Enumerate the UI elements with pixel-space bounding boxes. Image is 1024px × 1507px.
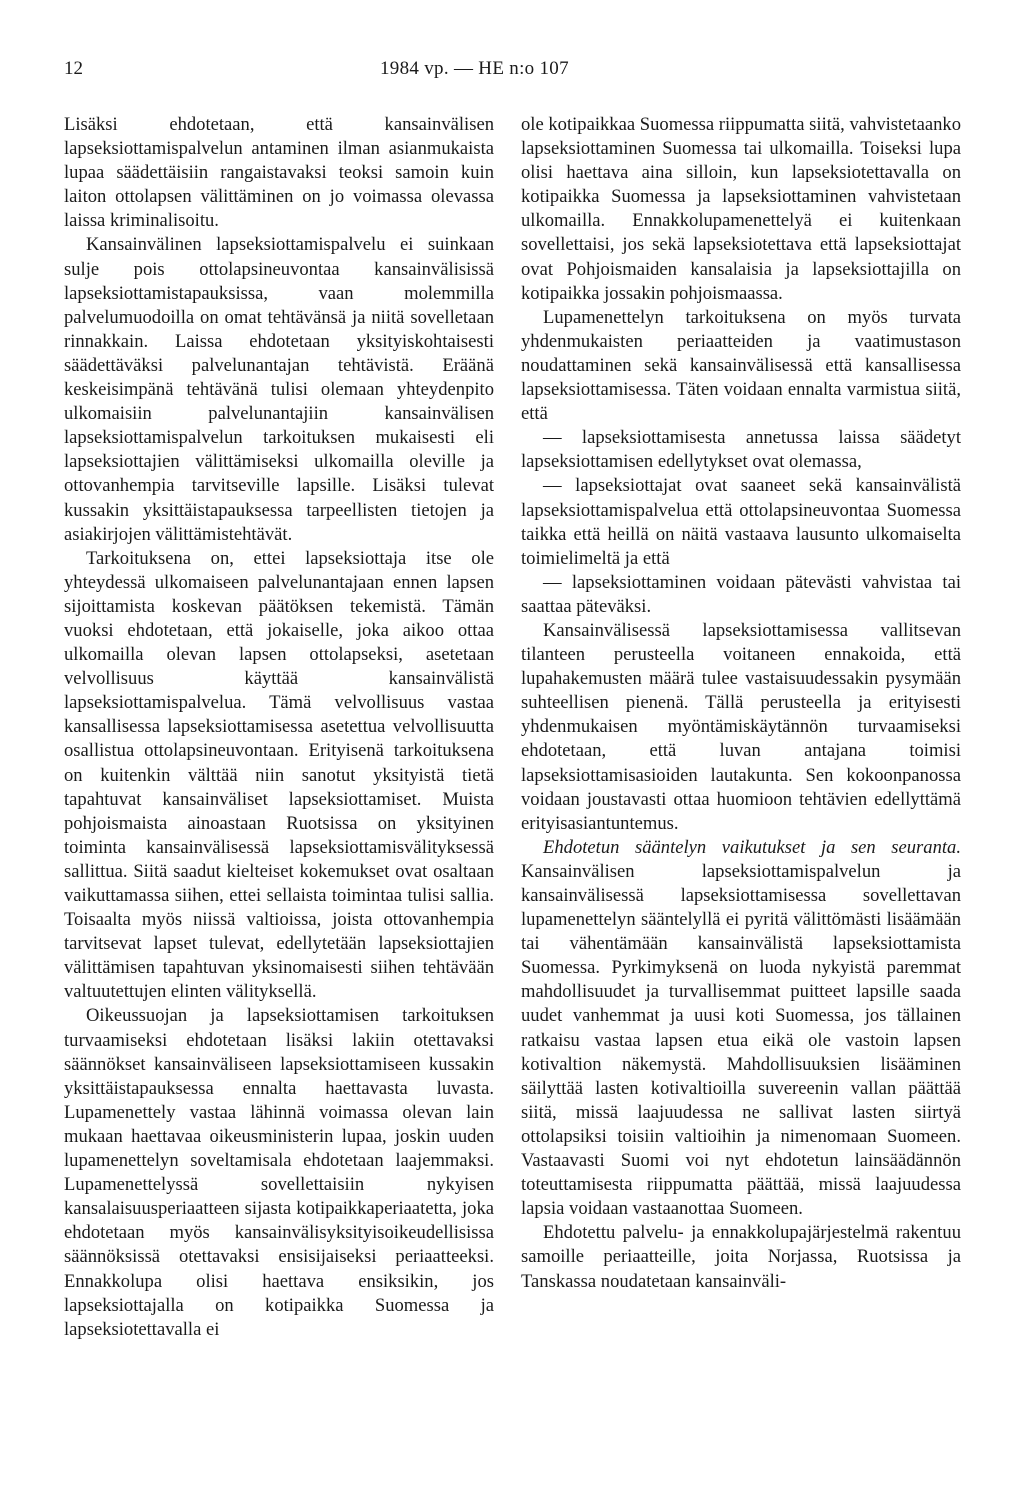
page-header: [0, 54, 1024, 84]
right-column: [521, 113, 961, 1294]
paragraph: Oikeussuojan ja lapseksiottamisen tarkoituksen turvaamiseksi ehdotetaan lisäksi lakiin otettavaksi säännökset kansainväliseen lapseksiottamiseen kussakin yksittäistapauksessa ennalta haettavasta luvasta. Lupamenettely vastaa lähinnä voimassa olevan lain mukaan haettavaa oikeusministerin lupaa, joskin uuden lupamenettelyn soveltamisala ehdotetaan laajemmaksi. Lupamenettelyssä sovellettaisiin nykyisen kansalaisuusperiaatteen sijasta kotipaikkaperiaatetta, joka ehdotetaan myös kansainvälisyksityisoikeudellisissa säännöksissä otettavaksi ensisijaiseksi periaatteeksi. Ennakkolupa olisi haettava ensiksikin, jos lapseksiottajalla on kotipaikka Suomessa ja lapseksiotettavalla ei: [64, 1005, 494, 1340]
list-item: — lapseksiottajat ovat saaneet sekä kansainvälistä lapseksiottamispalvelua että ottolapsineuvontaa Suomessa taikka että heillä on näitä vastaava lausunto ulkomaiselta toimielimeltä ja että: [521, 475, 961, 569]
list-item: — lapseksiottamisesta annetussa laissa säädetyt lapseksiottamisen edellytykset ovat olemassa,: [521, 427, 961, 473]
page-number: 12: [64, 58, 83, 79]
paragraph: Kansainvälisessä lapseksiottamisessa vallitsevan tilanteen perusteella voitaneen ennakoida, että lupahakemusten määrä tulee vastaisuudessakin pysymään suhteellisen pienenä. Tällä perusteella ja erityisesti yhdenmukaisen myöntämiskäytännön turvaamiseksi ehdotetaan, että luvan antajana toimisi lapseksiottamisasioiden lautakunta. Sen kokoonpanossa voidaan joustavasti ottaa huomioon tehtävien edellyttämä erityisasiantuntemus.: [521, 619, 961, 834]
section-heading: Ehdotetun sääntelyn vaikutukset ja sen seuranta.: [543, 836, 961, 858]
paragraph: Lupamenettelyn tarkoituksena on myös turvata yhdenmukaisten periaatteiden ja vaatimustason noudattaminen sekä kansainvälisessä että kansallisessa lapseksiottamisessa. Täten voidaan ennalta varmistua siitä, että: [521, 306, 961, 425]
paragraph: Ehdotettu palvelu- ja ennakkolupajärjestelmä rakentuu samoille periaatteille, joita Norjassa, Ruotsissa ja Tanskassa noudatetaan kansainväli-: [521, 1222, 961, 1292]
paragraph: Lisäksi ehdotetaan, että kansainvälisen lapseksiottamispalvelun antaminen ilman asianmukaista lupaa säädettäisiin rangaistavaksi teoksi samoin kuin laiton ottolapsen välittäminen on jo voimassa olevassa laissa kriminalisoitu.: [64, 114, 494, 232]
paragraph: Kansainvälinen lapseksiottamispalvelu ei suinkaan sulje pois ottolapsineuvontaa kansainvälisissä lapseksiottamistapauksissa, vaan molemmilla palvelumuodoilla on omat tehtävänsä ja niitä sovelletaan rinnakkain. Laissa ehdotetaan yksityiskohtaisesti säädettäväksi palvelunantajan tehtävistä. Eräänä keskeisimpänä tehtävänä tulisi olemaan yhteydenpito ulkomaisiin palvelunantajiin kansainvälisen lapseksiottamispalvelun tarkoituksen mukaisesti eli lapseksiottajien välittämiseksi ulkomailla oleville ja ottovanhempia tarvitseville lapsille. Lisäksi tulevat kussakin yksittäistapauksessa tarpeellisten tietojen ja asiakirjojen välittämistehtävät.: [64, 234, 494, 545]
paragraph-text: Kansainvälisen lapseksiottamispalvelun ja kansainvälisessä lapseksiottamisessa sovellettavan lupamenettelyn sääntelyllä ei pyritä välittömästi lisäämään tai vähentämään kansainvälistä lapseksiottamista Suomessa. Pyrkimyksenä on luoda nykyistä paremmat mahdollisuudet ja turvallisemmat puitteet lapsille saada uudet vanhemmat ja uusi koti Suomessa, jos tällainen ratkaisu vastaa lapsen etua eikä ole vastoin lapsen kotivaltion näkemystä. Mahdollisuuksien lisääminen säilyttää lasten kotivaltioilla suvereenin vallan päättää siitä, missä laajuudessa ne sallivat lasten siirtyä ottolapsiksi toisiin valtioihin ja nimenomaan Suomeen. Vastaavasti Suomi voi nyt ehdotetun lainsäädännön toteuttamisesta riippumatta päättää, missä laajuudessa lapsia voidaan vastaanottaa Suomeen.: [521, 860, 961, 1220]
paragraph: ole kotipaikkaa Suomessa riippumatta siitä, vahvistetaanko lapseksiottaminen Suomessa tai ulkomailla. Toiseksi lupa olisi haettava aina silloin, kun lapseksiotettavalla on kotipaikka Suomessa ja lapseksiottaminen vahvistetaan ulkomailla. Ennakkolupamenettelyä ei kuitenkaan sovellettaisi, jos sekä lapseksiotettava että lapseksiottajat ovat Pohjoismaiden kansalaisia ja lapseksiottajilla on kotipaikka jossakin pohjoismaassa.: [521, 114, 961, 304]
paragraph: Tarkoituksena on, ettei lapseksiottaja itse ole yhteydessä ulkomaiseen palvelunantajaan ennen lapsen sijoittamista koskevan päätöksen tekemistä. Tämän vuoksi ehdotetaan, että jokaiselle, joka aikoo ottaa ulkomailla olevan lapsen ottolapseksi, asetetaan velvollisuus käyttää kansainvälistä lapseksiottamispalvelua. Tämä velvollisuus vastaa kansallisessa lapseksiottamisessa asetettua velvollisuutta osallistua ottolapsineuvontaan. Erityisenä tarkoituksena on kuitenkin välttää niin sanotut yksityistä tietä tapahtuvat kansainväliset lapseksiottamiset. Muista pohjoismaista ainoastaan Ruotsissa on yksityinen toiminta kansainvälisessä lapseksiottamisvälityksessä sallittua. Siitä saadut kielteiset kokemukset ovat osaltaan vaikuttamassa siihen, ettei sellaista toimintaa tulisi sallia. Toisaalta myös niissä valtioissa, joista ottovanhempia tarvitsevat lapset tulevat, edellytetään lapseksiottajien välittämisen tapahtuvan yksinomaisesti siihen tehtävään valtuutettujen elinten välityksellä.: [64, 547, 494, 1003]
left-column: [64, 113, 494, 1342]
paragraph: [521, 836, 961, 1222]
list-item: — lapseksiottaminen voidaan pätevästi vahvistaa tai saattaa päteväksi.: [521, 571, 961, 617]
running-head: 1984 vp. — HE n:o 107: [380, 58, 569, 79]
